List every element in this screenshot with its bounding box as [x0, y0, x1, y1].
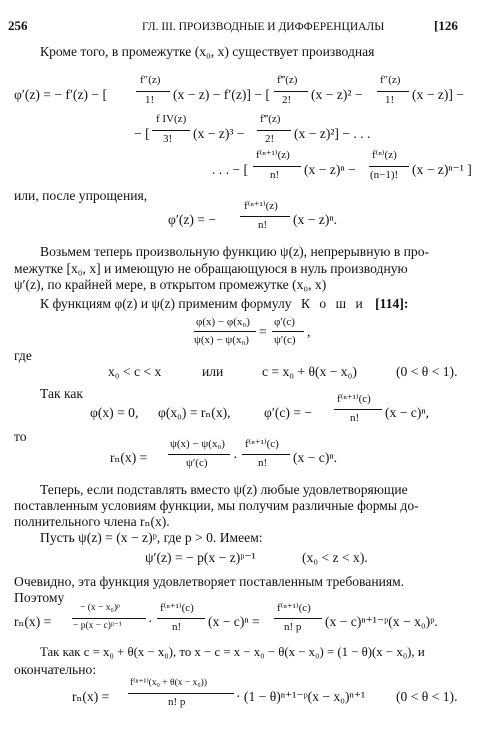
eq7-tail: (x − c)ⁿ, [385, 405, 430, 420]
eq1-frac-a-bar [136, 91, 170, 92]
section-number: [126 [434, 18, 458, 33]
eq6-right: c = x₀ + θ(x − x₀) [262, 364, 357, 379]
eq11-tail: · (1 − θ)ⁿ⁺¹⁻ᵖ(x − x₀)ⁿ⁺¹ [236, 689, 366, 704]
paragraph-8-line-3: полнительного члена rₙ(x). [14, 514, 170, 529]
eq10-num3: f⁽ⁿ⁺¹⁾(c) [277, 602, 311, 614]
eq8-tail: (x − c)ⁿ. [293, 450, 338, 465]
eq5-den-left: ψ(x) − ψ(x₀) [194, 334, 249, 346]
eq7-num: f⁽ⁿ⁺¹⁾(c) [337, 393, 371, 405]
eq5-equals: = [259, 324, 267, 339]
eq1-frac-c-den: 1! [385, 94, 395, 106]
eq5-den-right: ψ′(c) [274, 334, 296, 346]
running-title: ГЛ. III. ПРОИЗВОДНЫЕ И ДИФФЕРЕНЦИАЛЫ [142, 21, 385, 33]
paragraph-3-line-1: Возьмем теперь произвольную функцию ψ(z), непрерывную в про- [40, 244, 430, 259]
eq3-frac-b-den: (n−1)! [370, 169, 399, 181]
eq1-frac-c-tail: (x − z)] − [412, 87, 464, 102]
paragraph-10-line-2: Поэтому [14, 590, 65, 605]
paragraph-2: или, после упрощения, [14, 188, 148, 203]
eq1-frac-c-bar [377, 91, 409, 92]
reference-114: [114]: [375, 296, 409, 311]
eq4-num: f⁽ⁿ⁺¹⁾(z) [244, 200, 278, 212]
eq9-main: ψ′(z) = − p(x − z)ᵖ⁻¹ [145, 550, 256, 565]
eq10-den1: − p(x − c)ᵖ⁻¹ [73, 621, 122, 631]
eq2-lead: − [ [134, 126, 150, 141]
cauchy-name: К о ш и [300, 296, 366, 311]
paragraph-6: Так как [40, 386, 84, 401]
paragraph-4 [40, 296, 408, 312]
eq2-frac-a-num: f IV(z) [156, 113, 187, 125]
eq2-frac-b-bar [257, 130, 291, 131]
eq10-mid: (x − c)ⁿ = [208, 614, 260, 629]
paragraph-7: то [14, 429, 27, 444]
eq11-den: n! p [168, 696, 186, 708]
eq6-condition: (0 < θ < 1). [396, 364, 458, 379]
eq5-bar-right [272, 331, 304, 332]
eq2-frac-a-bar [152, 130, 190, 131]
paragraph-11-line-1: Так как c = x₀ + θ(x − x₀), то x − c = x − x₀ − θ(x − x₀) = (1 − θ)(x − x₀), и [40, 645, 425, 659]
eq10-num1: − (x − x₀)ᵖ [80, 603, 120, 613]
eq3-frac-a-bar [253, 166, 301, 167]
eq2-frac-a-mid: (x − z)³ − [193, 126, 245, 141]
eq11-bar [128, 693, 234, 694]
eq3-frac-b-bar [369, 166, 409, 167]
eq4-den: n! [258, 219, 268, 231]
page-number: 256 [8, 18, 28, 33]
eq10-den3: n! p [284, 621, 302, 633]
eq10-tail: (x − c)ⁿ⁺¹⁻ᵖ(x − x₀)ᵖ. [325, 614, 438, 629]
eq1-frac-a-num: f″(z) [140, 74, 161, 86]
eq8-num1: ψ(x) − ψ(x₀) [170, 438, 225, 450]
eq1-frac-b-num: f‴(z) [277, 74, 298, 86]
paragraph-8-line-1: Теперь, если подставлять вместо ψ(z) любые удовлетворяющие [40, 482, 408, 497]
eq7-den: n! [350, 412, 360, 424]
eq3-frac-a-mid: (x − z)ⁿ − [304, 162, 356, 177]
eq1-frac-a-den: 1! [145, 94, 155, 106]
eq8-dot: · [233, 450, 238, 465]
paragraph-11-line-2: окончательно: [14, 662, 97, 677]
eq1-lhs: φ′(z) = − f′(z) − [ [14, 87, 108, 102]
eq10-den2: n! [172, 621, 182, 633]
eq7-c-lhs: φ′(c) = − [264, 405, 313, 420]
eq10-dot: · [148, 614, 153, 629]
eq4-lhs: φ′(z) = − [168, 212, 217, 227]
eq2-frac-b-den: 2! [265, 133, 275, 145]
eq4-tail: (x − z)ⁿ. [293, 212, 338, 227]
eq6-left: x₀ < c < x [108, 364, 162, 379]
eq8-bar1 [168, 454, 230, 455]
paragraph-3-line-2: межутке [x₀, x] и имеющую не обращающуюся в нуль производную [14, 261, 408, 276]
eq2-frac-b-tail: (x − z)²] − . . . [294, 126, 371, 141]
eq7-a: φ(x) = 0, [90, 405, 139, 420]
eq8-den2: n! [258, 457, 268, 469]
eq2-frac-b-num: f‴(z) [260, 113, 281, 125]
eq11-condition: (0 < θ < 1). [396, 689, 458, 704]
eq3-frac-b-tail: (x − z)ⁿ⁻¹ ] [412, 162, 472, 177]
paragraph-3-line-3: ψ′(z), по крайней мере, в открытом промежутке (x₀, x) [14, 277, 327, 292]
eq3-frac-b-num: f⁽ⁿ⁾(z) [372, 149, 397, 161]
eq10-num2: f⁽ⁿ⁺¹⁾(c) [160, 602, 194, 614]
paragraph-4-text: К функциям φ(z) и ψ(z) применим формулу [40, 296, 292, 311]
eq3-lead: . . . − [ [212, 162, 248, 177]
eq8-num2: f⁽ⁿ⁺¹⁾(c) [245, 438, 279, 450]
eq10-bar2 [157, 618, 205, 619]
eq7-bar [334, 409, 382, 410]
eq1-frac-a-tail: (x − z) − f′(z)] − [ [173, 87, 270, 102]
eq1-frac-b-den: 2! [282, 94, 292, 106]
eq9-condition: (x₀ < z < x). [302, 550, 368, 565]
eq5-num-right: φ′(c) [274, 316, 295, 328]
eq1-frac-b-mid: (x − z)² − [311, 87, 363, 102]
eq8-lhs: rₙ(x) = [110, 450, 148, 465]
eq11-lhs: rₙ(x) = [72, 689, 110, 704]
eq10-bar3 [274, 618, 322, 619]
eq5-comma: , [307, 324, 311, 339]
eq4-bar [240, 216, 290, 217]
paragraph-5: где [14, 348, 32, 363]
eq5-num-left: φ(x) − φ(x₀) [196, 316, 250, 328]
eq11-num: f⁽ⁿ⁺¹⁾(x₀ + θ(x − x₀)) [130, 678, 207, 688]
eq8-bar2 [242, 454, 290, 455]
eq3-frac-a-num: f⁽ⁿ⁺¹⁾(z) [256, 149, 290, 161]
paragraph-8-line-2: поставленным условиям функции, мы получим различные формы до- [14, 498, 419, 513]
eq10-bar1 [72, 618, 146, 619]
paragraph-9: Пусть ψ(z) = (x − z)ᵖ, где p > 0. Имеем: [40, 530, 263, 545]
eq10-lhs: rₙ(x) = [14, 614, 52, 629]
eq6-or: или [202, 364, 224, 379]
eq8-den1: ψ′(c) [186, 457, 208, 469]
eq5-bar-left [194, 331, 256, 332]
eq1-frac-c-num: f″(z) [380, 74, 401, 86]
eq3-frac-a-den: n! [270, 169, 280, 181]
paragraph-1: Кроме того, в промежутке (x₀, x) существует производная [40, 44, 375, 59]
eq1-frac-b-bar [274, 91, 308, 92]
eq2-frac-a-den: 3! [163, 133, 173, 145]
paragraph-10-line-1: Очевидно, эта функция удовлетворяет поставленным требованиям. [14, 574, 405, 589]
eq7-b: φ(x₀) = rₙ(x), [158, 405, 231, 420]
